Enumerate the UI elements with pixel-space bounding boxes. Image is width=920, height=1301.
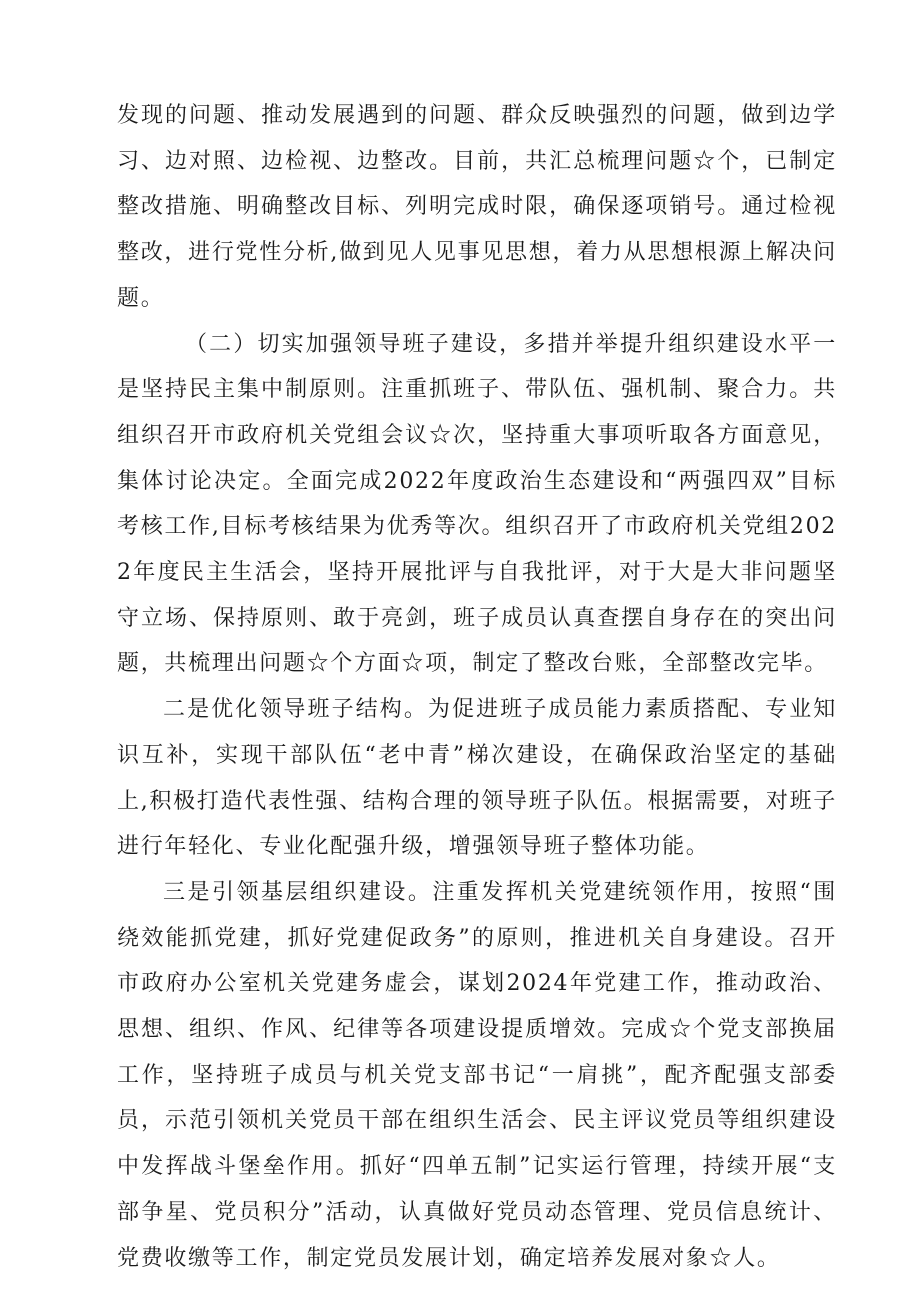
paragraph-continued: 发现的问题、推动发展遇到的问题、群众反映强烈的问题，做到边学习、边对照、边检视、边整改。目前，共汇总梳理问题☆个，已制定整改措施、明确整改目标、列明完成时限，确保逐项销号。通过检视整改，进行党性分析,做到见人见事见思想，着力从思想根源上解决问题。 [117, 103, 837, 311]
paragraph-point-two: 二是优化领导班子结构。为促进班子成员能力素质搭配、专业知识互补，实现干部队伍“老中青”梯次建设，在确保政治坚定的基础上,积极打造代表性强、结构合理的领导班子队伍。根据需要，对班子进行年轻化、专业化配强升级，增强领导班子整体功能。 [117, 697, 837, 860]
document-body [117, 93, 837, 1281]
paragraph-point-three: 三是引领基层组织建设。注重发挥机关党建统领作用，按照“围绕效能抓党建，抓好党建促政务”的原则，推进机关自身建设。召开市政府办公室机关党建务虚会，谋划2024年党建工作，推动政治、思想、组织、作风、纪律等各项建设提质增效。完成☆个党支部换届工作，坚持班子成员与机关党支部书记“一肩挑”，配齐配强支部委员，示范引领机关党员干部在组织生活会、民主评议党员等组织建设中发挥战斗堡垒作用。抓好“四单五制”记实运行管理，持续开展“支部争星、党员积分”活动，认真做好党员动态管理、党员信息统计、党费收缴等工作，制定党员发展计划，确定培养发展对象☆人。 [117, 879, 837, 1271]
paragraph-section-two: （二）切实加强领导班子建设，多措并举提升组织建设水平一是坚持民主集中制原则。注重抓班子、带队伍、强机制、聚合力。共组织召开市政府机关党组会议☆次，坚持重大事项听取各方面意见，集体讨论决定。全面完成2022年度政治生态建设和“两强四双”目标考核工作,目标考核结果为优秀等次。组织召开了市政府机关党组2022年度民主生活会，坚持开展批评与自我批评，对于大是大非问题坚守立场、保持原则、敢于亮剑，班子成员认真查摆自身存在的突出问题，共梳理出问题☆个方面☆项，制定了整改台账，全部整改完毕。 [117, 331, 837, 677]
